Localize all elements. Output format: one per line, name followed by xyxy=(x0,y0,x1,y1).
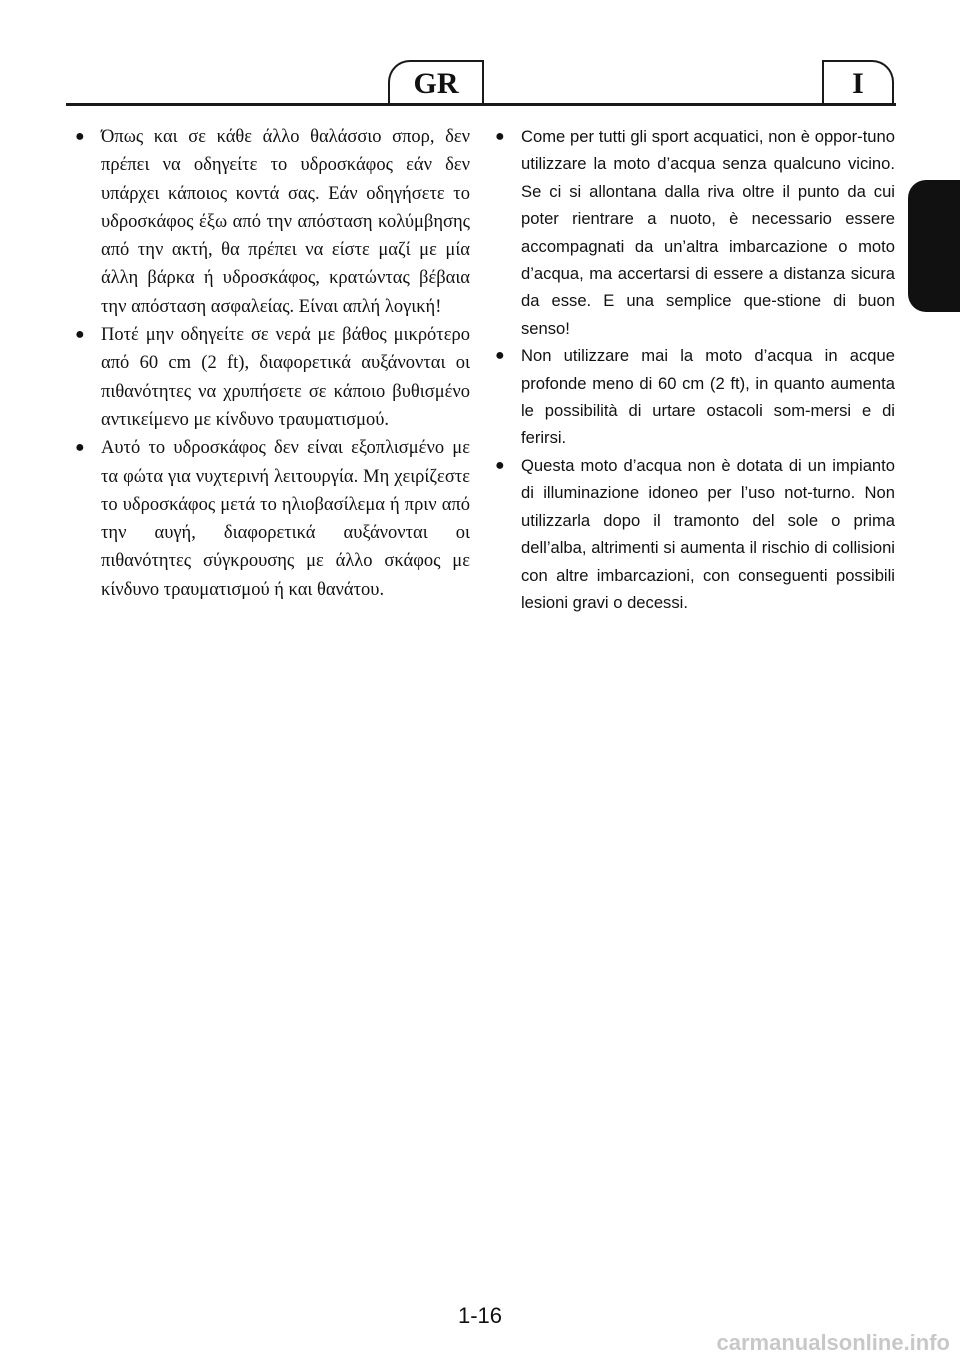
language-tab-greek: GR xyxy=(388,60,484,104)
bullet-icon: ● xyxy=(75,439,85,457)
bullet-icon: ● xyxy=(75,128,85,145)
italian-bullet-item xyxy=(495,342,895,452)
page-number: 1-16 xyxy=(457,1303,503,1328)
greek-bullet-item xyxy=(75,123,470,321)
greek-bullet-item xyxy=(75,321,470,434)
italian-bullet-item xyxy=(495,123,895,342)
header-rule xyxy=(66,103,896,106)
italian-bullet-text: Non utilizzare mai la moto d’acqua in acque profonde meno di 60 cm (2 ft), in quanto aumenta le possibilità di urtare ostacoli som-mersi e di ferirsi. xyxy=(521,346,895,448)
greek-bullet-text: Όπως και σε κάθε άλλο θαλάσσιο σπορ, δεν πρέπει να οδηγείτε το υδροσκάφος εάν δεν υπάρχει κάποιος κοντά σας. Εάν οδηγήσετε το υδροσκάφος έξω από την απόσταση κολύμβησης από την ακτή, θα πρέπει να είστε μαζί με μία άλλη βάρκα ή υδροσκάφος, κρατώντας βέβαια την απόσταση ασφαλείας. Είναι απλή λογική! xyxy=(101,127,470,317)
bullet-icon: ● xyxy=(495,456,505,474)
watermark[interactable]: carmanualsonline.info xyxy=(716,1330,950,1355)
italian-column xyxy=(495,123,895,616)
italian-bullet-item xyxy=(495,452,895,616)
italian-bullet-text: Questa moto d’acqua non è dotata di un impianto di illuminazione idoneo per l’uso not-turno. Non utilizzarla dopo il tramonto del sole o prima dell’alba, altrimenti si aumenta il rischio di collisioni con altre imbarcazioni, con conseguenti possibili lesioni gravi o decessi. xyxy=(521,455,895,612)
greek-bullet-text: Ποτέ μην οδηγείτε σε νερά με βάθος μικρότερο από 60 cm (2 ft), διαφορετικά αυξάνονται οι πιθανότητες να χρυπήσετε σε κάποιο βυθισμένο αντικείμενο με κίνδυνο τραυματισμού. xyxy=(101,325,470,430)
italian-bullet-text: Come per tutti gli sport acquatici, non è oppor-tuno utilizzare la moto d’acqua senza qualcuno vicino. Se ci si allontana dalla riva oltre il punto da cui poter rientrare a nuoto, è necessario essere accompagnati da un’altra imbarcazione o moto d’acqua, ma accertarsi di essere a distanza sicura da esse. E una semplice que-stione di buon senso! xyxy=(521,127,895,338)
language-tab-italian: I xyxy=(822,60,894,104)
bullet-icon: ● xyxy=(495,347,505,365)
bullet-icon: ● xyxy=(495,128,505,145)
greek-column xyxy=(75,123,470,604)
greek-bullet-text: Αυτό το υδροσκάφος δεν είναι εξοπλισμένο με τα φώτα για νυχτερινή λειτουργία. Μη χειρίζεστε το υδροσκάφος μετά το ηλιοβασίλεμα ή πριν από την αυγή, διαφορετικά αυξάνονται οι πιθανότητες σύγκρουσης με άλλο σκάφος με κίνδυνο τραυματισμού ή και θανάτου. xyxy=(101,438,470,600)
greek-bullet-item xyxy=(75,434,470,604)
section-thumb-tab xyxy=(908,180,960,312)
bullet-icon: ● xyxy=(75,326,85,344)
